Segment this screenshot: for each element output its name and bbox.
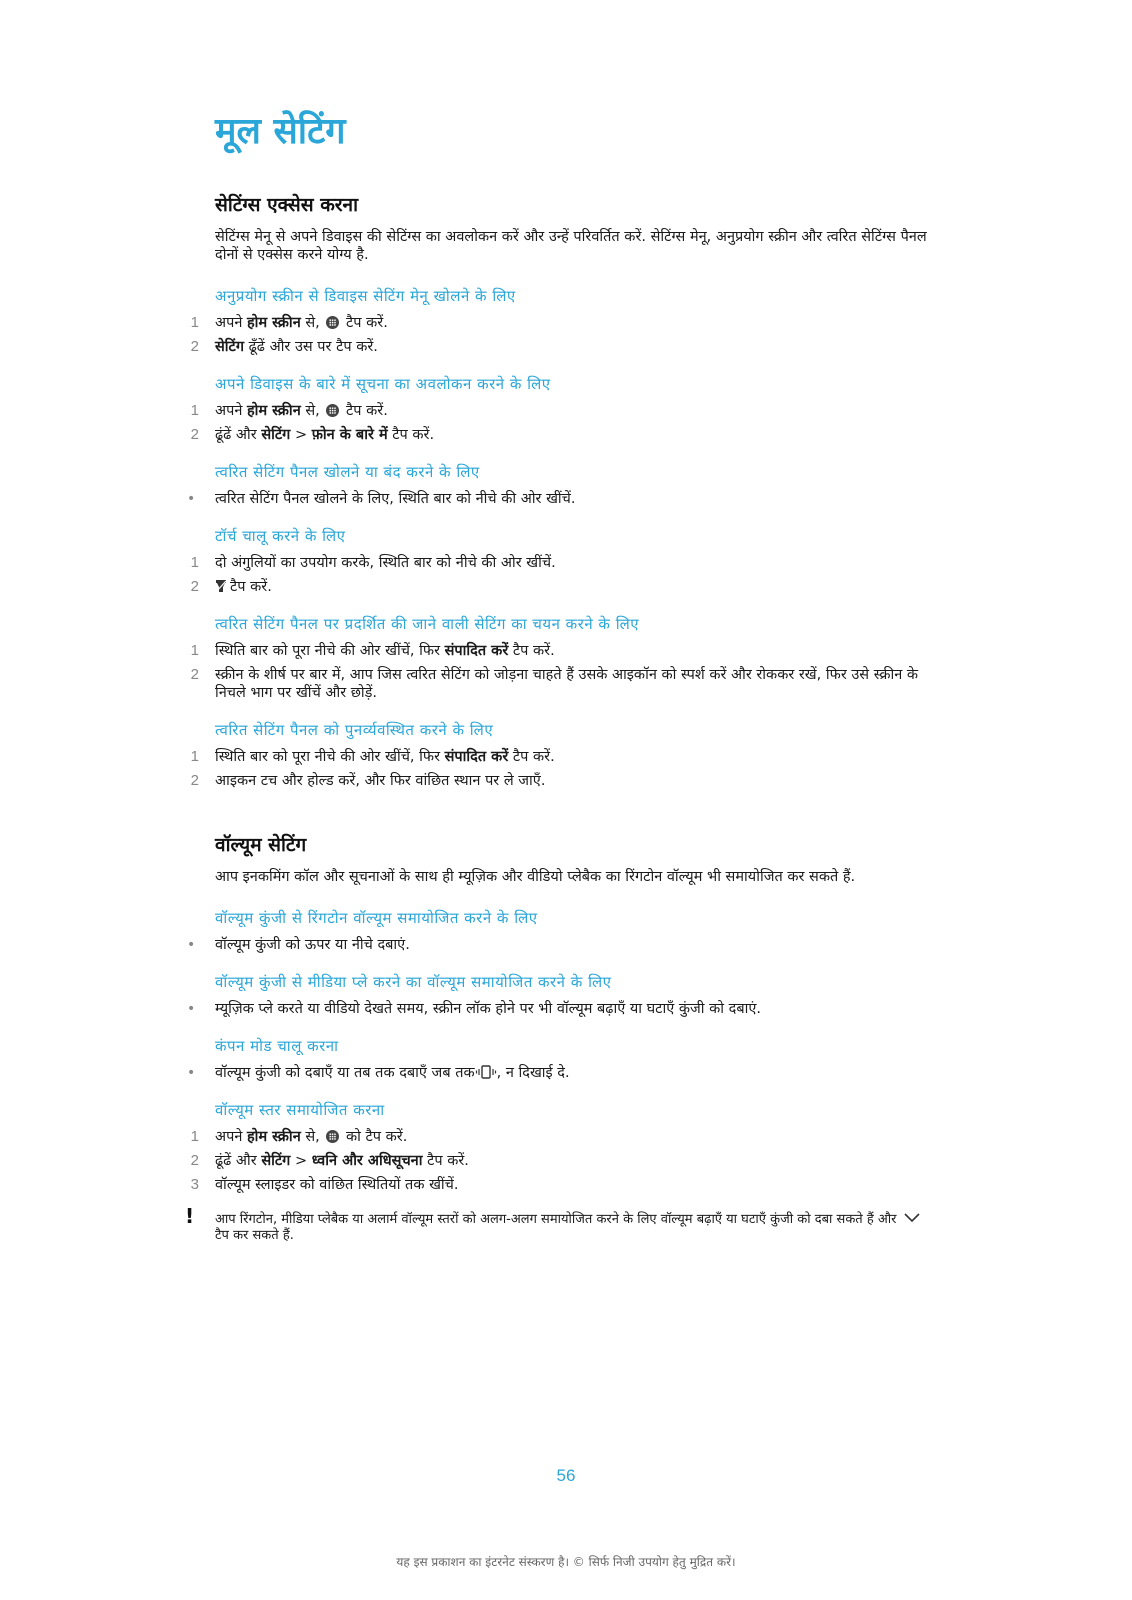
- step-bold-text: सेटिंग: [261, 427, 291, 443]
- procedure-quick-settings: [187, 462, 935, 508]
- section-heading-settings-access: सेटिंग्स एक्सेस करना: [215, 194, 359, 216]
- list-item: [190, 554, 935, 572]
- bullet: •: [187, 1001, 196, 1017]
- step-text: अपने: [215, 315, 247, 331]
- procedure-title: टॉर्च चालू करने के लिए: [215, 527, 346, 545]
- step-number: 1: [190, 1128, 199, 1145]
- step-bold-text: संपादित करें: [444, 749, 509, 765]
- section-spacer: [215, 808, 935, 832]
- step-number: 1: [190, 642, 199, 659]
- path-separator: >: [290, 1153, 312, 1169]
- step-text: वॉल्यूम स्लाइडर को वांछित स्थितियों तक खींचें.: [215, 1177, 459, 1193]
- step-text: अपने: [215, 403, 247, 419]
- step-text: टैप करें.: [508, 749, 555, 765]
- list-item: [190, 1176, 935, 1194]
- note: [185, 1204, 935, 1244]
- list-item: [190, 666, 935, 702]
- step-text: से,: [300, 315, 325, 331]
- list-item: [190, 338, 935, 356]
- step-bold-text: संपादित करें: [444, 643, 509, 659]
- apps-icon: [326, 404, 339, 417]
- step-bold-text: होम स्क्रीन: [246, 1129, 301, 1145]
- step-text: म्यूज़िक प्ले करते या वीडियो देखते समय, स्क्रीन लॉक होने पर भी वॉल्यूम बढ़ाएँ या घटाएँ कुंजी को दबाएं.: [215, 1001, 761, 1017]
- procedure-ringtone-volume: [187, 908, 935, 954]
- step-number: 3: [190, 1176, 199, 1193]
- step-text: से,: [300, 403, 325, 419]
- procedure-title: अनुप्रयोग स्क्रीन से डिवाइस सेटिंग मेनू खोलने के लिए: [215, 287, 516, 305]
- step-text: टैप करें.: [508, 643, 555, 659]
- vibrate-icon: [475, 1065, 497, 1079]
- list-item: [187, 1064, 935, 1082]
- procedure-select-quick-settings: [190, 614, 935, 702]
- section-intro: सेटिंग्स मेनू से अपने डिवाइस की सेटिंग्स का अवलोकन करें और उन्हें परिवर्तित करें. सेटिंग्स मेनू, अनुप्रयोग स्क्रीन और त्वरित सेटिंग्स पैनल दोनों से एक्सेस करने योग्य है.: [215, 229, 927, 263]
- list-item: [190, 578, 935, 596]
- step-bold-text: सेटिंग: [261, 1153, 291, 1169]
- note-text: आप रिंगटोन, मीडिया प्लेबैक या अलार्म वॉल्यूम स्तरों को अलग-अलग समायोजित करने के लिए वॉल्यूम बढ़ाएँ या घटाएँ कुंजी को दबा सकते हैं और: [215, 1212, 901, 1227]
- list-item: [190, 426, 935, 444]
- step-text: आइकन टच और होल्ड करें, और फिर वांछित स्थान पर ले जाएँ.: [215, 773, 546, 789]
- procedure-title: वॉल्यूम कुंजी से रिंगटोन वॉल्यूम समायोजित करने के लिए: [215, 909, 538, 927]
- step-text: ढूंढें और: [215, 1153, 262, 1169]
- procedure-volume-level: [190, 1100, 935, 1194]
- chevron-down-icon: [904, 1213, 920, 1223]
- procedure-open-settings: [190, 286, 935, 356]
- bullet: •: [187, 1065, 196, 1081]
- step-number: 2: [190, 426, 199, 443]
- step-bold-text: होम स्क्रीन: [246, 315, 301, 331]
- page-title: मूल सेटिंग: [215, 111, 346, 152]
- procedure-torch: [190, 526, 935, 596]
- section-intro: आप इनकमिंग कॉल और सूचनाओं के साथ ही म्यूज़िक और वीडियो प्लेबैक का रिंगटोन वॉल्यूम भी समायोजित कर सकते हैं.: [215, 869, 856, 885]
- page-content: [185, 110, 935, 1244]
- step-text: को टैप करें.: [341, 1129, 408, 1145]
- step-text: ढूँढें और उस पर टैप करें.: [244, 339, 378, 355]
- step-bold-text: ध्वनि और अधिसूचना: [311, 1153, 423, 1169]
- step-text: दो अंगुलियों का उपयोग करके, स्थिति बार को नीचे की ओर खींचें.: [215, 555, 556, 571]
- list-item: [190, 1152, 935, 1170]
- step-number: 2: [190, 772, 199, 789]
- step-number: 2: [190, 1152, 199, 1169]
- list-item: [190, 402, 935, 420]
- step-text: वॉल्यूम कुंजी को ऊपर या नीचे दबाएं.: [215, 937, 410, 953]
- step-text: टैप करें.: [230, 579, 272, 595]
- step-text: , न दिखाई दे.: [496, 1065, 570, 1081]
- step-bold-text: होम स्क्रीन: [246, 403, 301, 419]
- page-number: 56: [556, 1466, 576, 1485]
- step-text: स्क्रीन के शीर्ष पर बार में, आप जिस त्वरित सेटिंग को जोड़ना चाहते हैं उसके आइकॉन को स्पर्श करें और रोककर रखें, फिर उसे स्क्रीन के निचले भाग पर खींचें और छोड़ें.: [215, 667, 919, 701]
- step-number: 1: [190, 402, 199, 419]
- step-bold-text: फ़ोन के बारे में: [311, 427, 388, 443]
- bullet: •: [187, 937, 196, 953]
- path-separator: >: [290, 427, 312, 443]
- procedure-media-volume: [187, 972, 935, 1018]
- list-item: [187, 936, 935, 954]
- section-heading-volume: वॉल्यूम सेटिंग: [215, 834, 307, 856]
- step-text: स्थिति बार को पूरा नीचे की ओर खींचें, फिर: [215, 643, 445, 659]
- step-text: त्वरित सेटिंग पैनल खोलने के लिए, स्थिति बार को नीचे की ओर खींचें.: [215, 491, 576, 507]
- procedure-title: कंपन मोड चालू करना: [215, 1037, 339, 1055]
- step-number: 2: [190, 578, 199, 595]
- list-item: [190, 748, 935, 766]
- procedure-title: वॉल्यूम कुंजी से मीडिया प्ले करने का वॉल्यूम समायोजित करने के लिए: [215, 973, 612, 991]
- exclamation-icon: !: [185, 1204, 195, 1228]
- bullet: •: [187, 491, 196, 507]
- step-text: ढूंढें और: [215, 427, 262, 443]
- step-text: टैप करें.: [341, 403, 388, 419]
- step-text: टैप करें.: [341, 315, 388, 331]
- list-item: [187, 490, 935, 508]
- procedure-about-device: [190, 374, 935, 444]
- footer-text: यह इस प्रकाशन का इंटरनेट संस्करण है। © सिर्फ निजी उपयोग हेतु मुद्रित करें।: [396, 1555, 736, 1569]
- procedure-vibrate-mode: [187, 1036, 935, 1082]
- apps-icon: [326, 316, 339, 329]
- note-text: टैप कर सकते हैं.: [215, 1228, 294, 1243]
- step-text: टैप करें.: [387, 427, 435, 443]
- list-item: [187, 1000, 935, 1018]
- step-text: स्थिति बार को पूरा नीचे की ओर खींचें, फिर: [215, 749, 445, 765]
- list-item: [190, 314, 935, 332]
- step-number: 1: [190, 748, 199, 765]
- apps-icon: [326, 1130, 339, 1143]
- procedure-title: त्वरित सेटिंग पैनल खोलने या बंद करने के लिए: [215, 463, 480, 481]
- procedure-rearrange-quick-settings: [190, 720, 935, 790]
- step-number: 1: [190, 314, 199, 331]
- procedure-title: अपने डिवाइस के बारे में सूचना का अवलोकन करने के लिए: [215, 375, 551, 393]
- procedure-title: त्वरित सेटिंग पैनल को पुनर्व्यवस्थित करने के लिए: [215, 721, 494, 739]
- step-text: टैप करें.: [422, 1153, 469, 1169]
- step-text: से,: [300, 1129, 325, 1145]
- step-number: 2: [190, 666, 199, 683]
- step-number: 1: [190, 554, 199, 571]
- step-bold-text: सेटिंग: [215, 339, 245, 355]
- list-item: [190, 772, 935, 790]
- list-item: [190, 642, 935, 660]
- list-item: [190, 1128, 935, 1146]
- step-text: अपने: [215, 1129, 247, 1145]
- step-text: वॉल्यूम कुंजी को दबाएँ या तब तक दबाएँ जब तक: [215, 1065, 475, 1081]
- procedure-title: वॉल्यूम स्तर समायोजित करना: [215, 1101, 385, 1119]
- step-number: 2: [190, 338, 199, 355]
- flashlight-icon: [215, 579, 227, 593]
- procedure-title: त्वरित सेटिंग पैनल पर प्रदर्शित की जाने वाली सेटिंग का चयन करने के लिए: [215, 615, 640, 633]
